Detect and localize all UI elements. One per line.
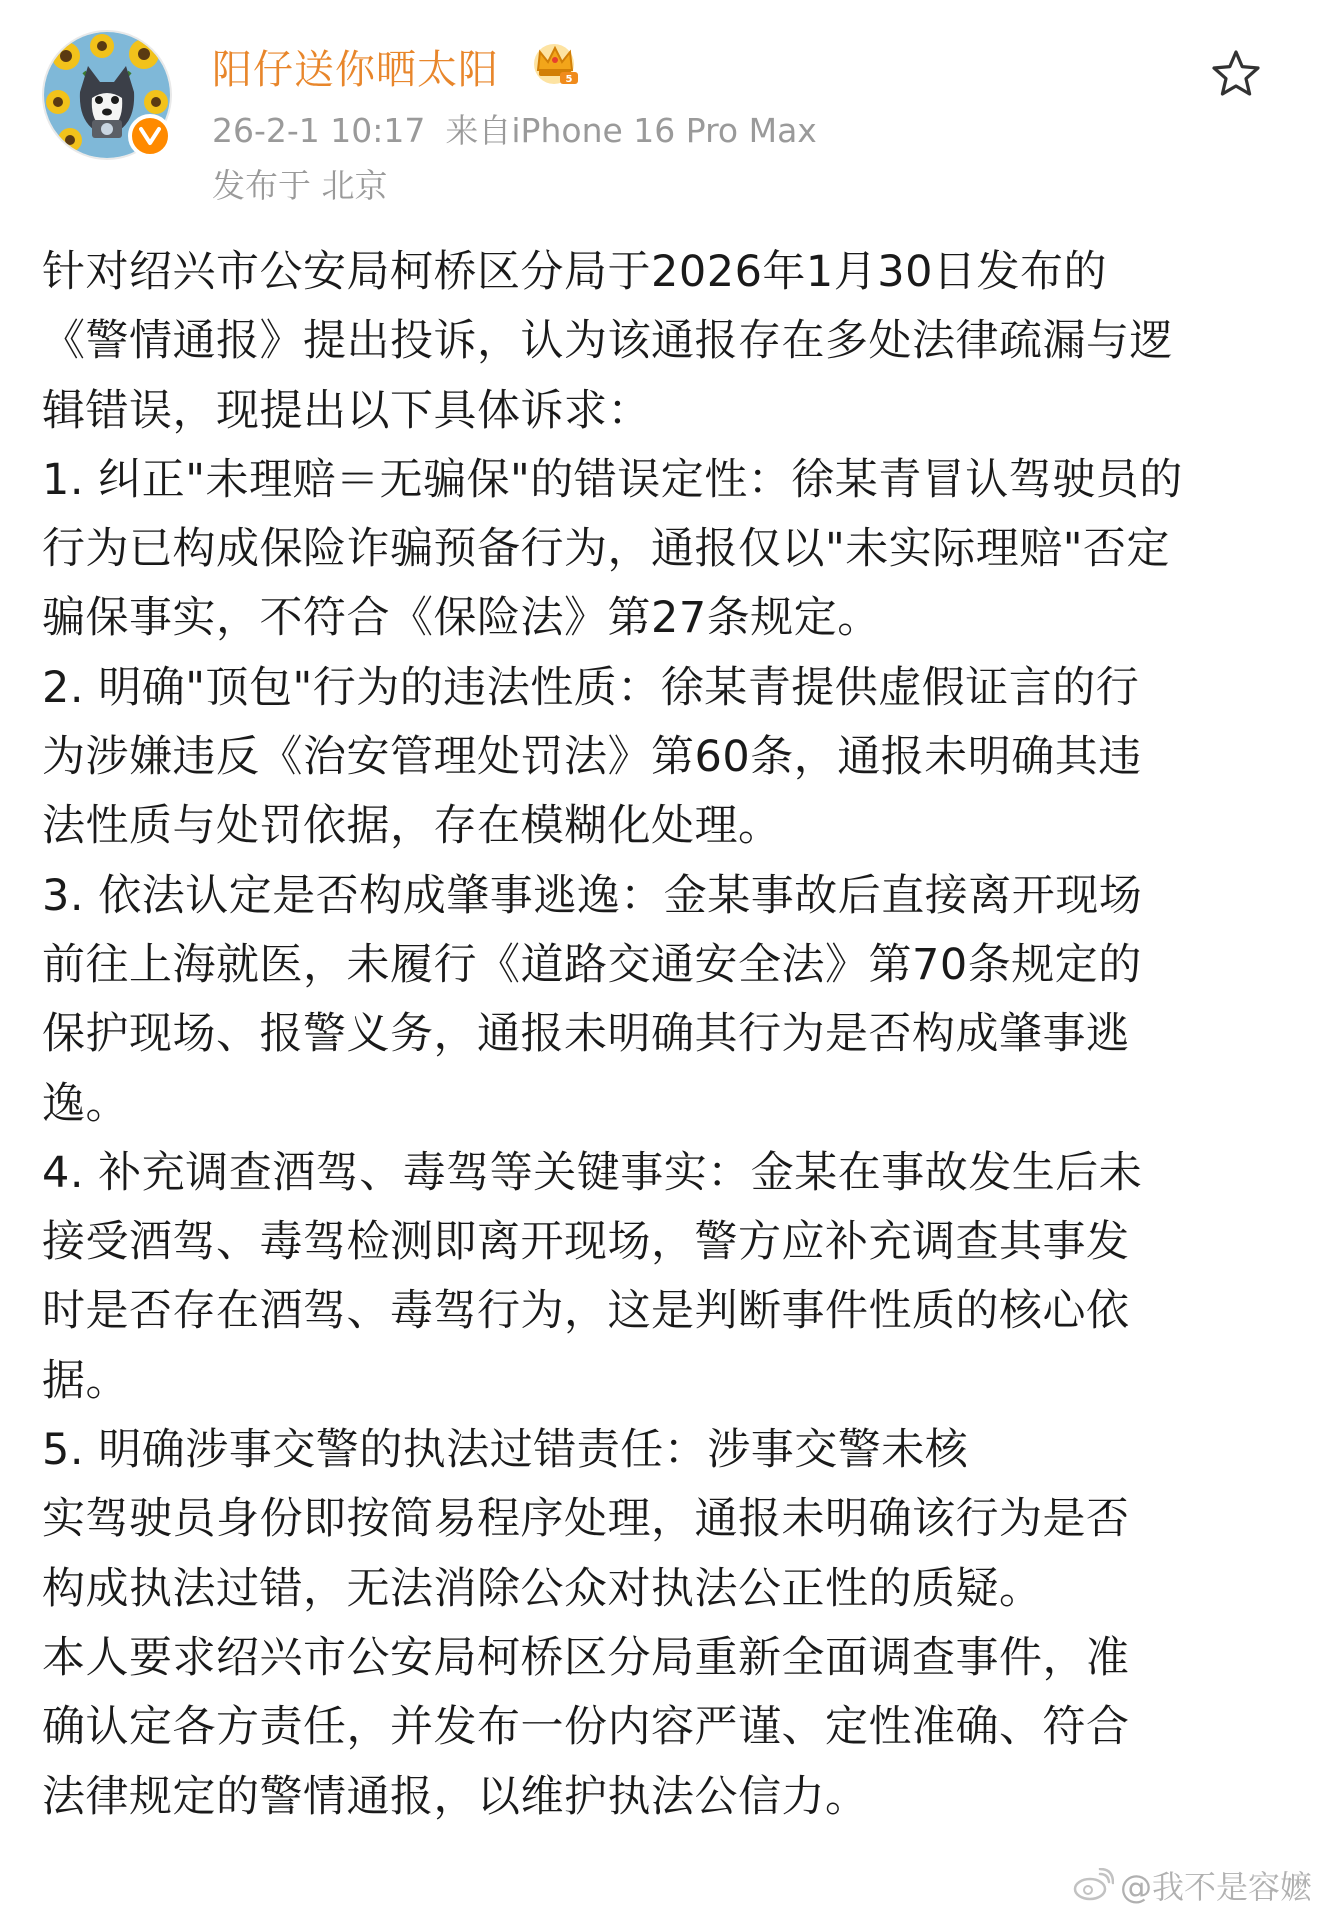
post-line: 骗保事实，不符合《保险法》第27条规定。	[42, 593, 881, 644]
post-line: 4. 补充调查酒驾、毒驾等关键事实：金某在事故发生后未	[42, 1147, 1143, 1198]
post-content	[42, 238, 1286, 1832]
post-line: 时是否存在酒驾、毒驾行为，这是判断事件性质的核心依	[42, 1286, 1130, 1337]
post-line: 3. 依法认定是否构成肇事逃逸：金某事故后直接离开现场	[42, 870, 1143, 921]
crown-icon[interactable]	[530, 40, 580, 86]
author-name[interactable]: 阳仔送你晒太阳	[212, 47, 499, 93]
post-source: 来自iPhone 16 Pro Max	[445, 111, 817, 150]
post-line: 本人要求绍兴市公安局柯桥区分局重新全面调查事件，准	[42, 1632, 1130, 1683]
post-line: 逸。	[42, 1078, 129, 1129]
post-line: 为涉嫌违反《治安管理处罚法》第60条，通报未明确其违	[42, 732, 1142, 783]
post-location: 发布于 北京	[212, 166, 388, 205]
post-line: 《警情通报》提出投诉，认为该通报存在多处法律疏漏与逻	[42, 316, 1173, 367]
weibo-logo-icon	[1072, 1868, 1114, 1902]
post-line: 确认定各方责任，并发布一份内容严谨、定性准确、符合	[42, 1702, 1130, 1753]
post-line: 法律规定的警情通报，以维护执法公信力。	[42, 1771, 869, 1822]
post-line: 据。	[42, 1355, 129, 1406]
post-line: 实驾驶员身份即按简易程序处理，通报未明确该行为是否	[42, 1494, 1130, 1545]
post-line: 行为已构成保险诈骗预备行为，通报仅以"未实际理赔"否定	[42, 524, 1171, 575]
post-meta	[212, 105, 817, 152]
post-line: 辑错误，现提出以下具体诉求：	[42, 385, 651, 436]
favorite-star-button[interactable]	[1208, 46, 1264, 102]
post-line: 法性质与处罚依据，存在模糊化处理。	[42, 801, 782, 852]
post-line: 保护现场、报警义务，通报未明确其行为是否构成肇事逃	[42, 1009, 1130, 1060]
star-icon	[1208, 46, 1264, 102]
post-line: 1. 纠正"未理赔＝无骗保"的错误定性：徐某青冒认驾驶员的	[42, 454, 1183, 505]
avatar[interactable]	[42, 30, 172, 160]
svg-text:5: 5	[565, 74, 573, 85]
post-line: 前往上海就医，未履行《道路交通安全法》第70条规定的	[42, 939, 1142, 990]
post-time: 26-2-1 10:17	[212, 111, 426, 150]
verified-badge-icon	[128, 114, 172, 158]
post-line: 5. 明确涉事交警的执法过错责任：涉事交警未核	[42, 1425, 969, 1476]
post-line: 针对绍兴市公安局柯桥区分局于2026年1月30日发布的	[42, 247, 1108, 297]
watermark-text: @我不是容嬷	[1119, 1868, 1312, 1906]
weibo-watermark	[1072, 1860, 1320, 1910]
post-line: 接受酒驾、毒驾检测即离开现场，警方应补充调查其事发	[42, 1217, 1130, 1268]
post-line: 2. 明确"顶包"行为的违法性质：徐某青提供虚假证言的行	[42, 662, 1140, 713]
post-header	[0, 0, 1320, 230]
post-line: 构成执法过错，无法消除公众对执法公正性的质疑。	[42, 1563, 1043, 1614]
